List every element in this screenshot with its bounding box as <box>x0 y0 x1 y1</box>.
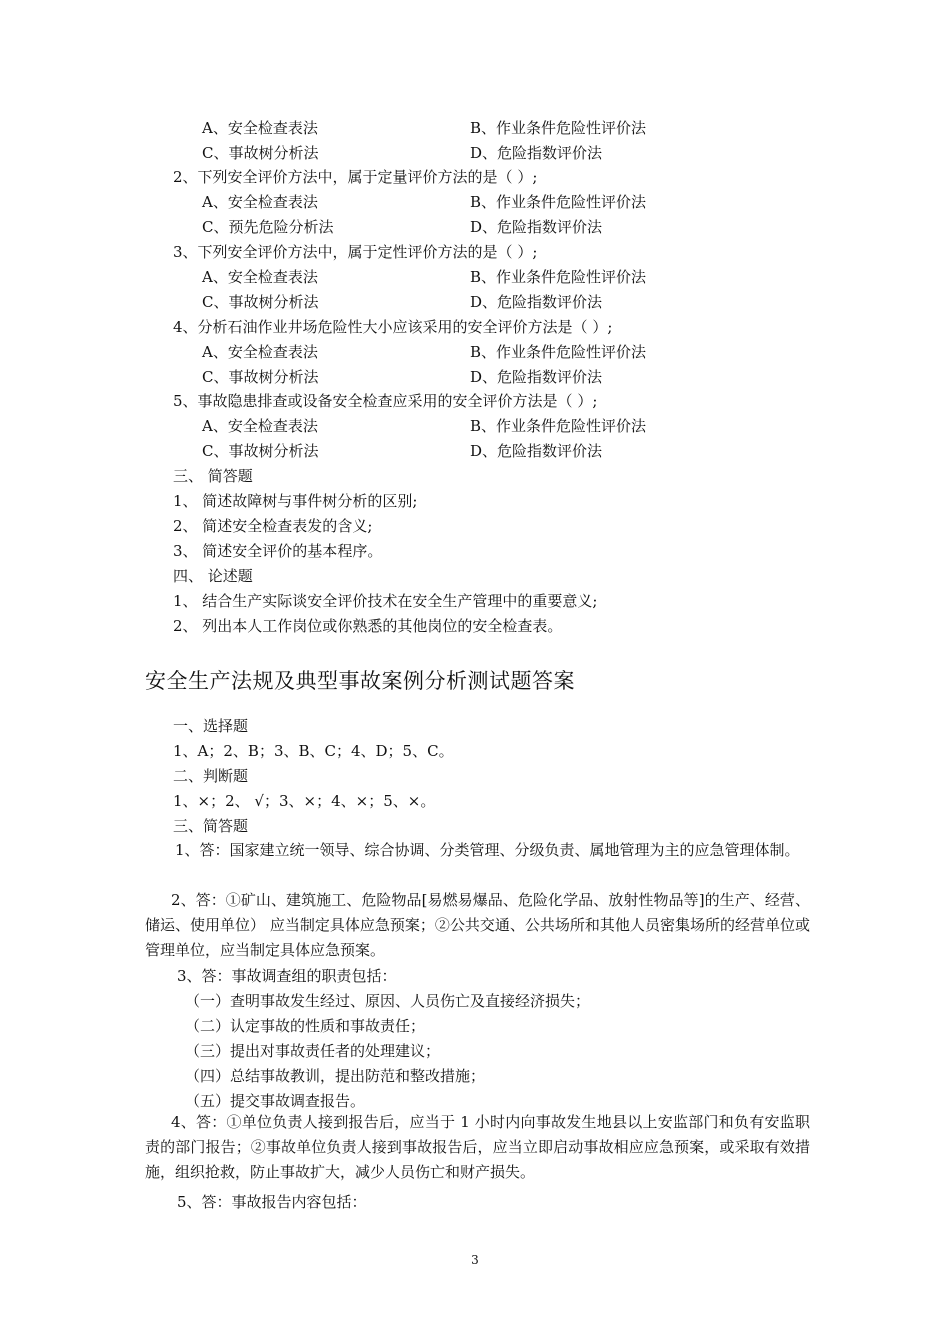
answer-4: 4、答：①单位负责人接到报告后，应当于 1 小时内向事故发生地县以上安监部门和负有安监职责的部门报告；②事故单位负责人接到事故报告后，应当立即启动事故相应应急预案，或采取有效措施，组织抢救，防止事故扩大，减少人员伤亡和财产损失。 <box>145 1113 810 1181</box>
answers-title: 安全生产法规及典型事故案例分析测试题答案 <box>145 669 575 693</box>
q5-option-d: D、危险指数评价法 <box>470 442 603 460</box>
choice-heading: 一、选择题 <box>173 717 249 735</box>
choice-answers: 1、A；2、B；3、B、C；4、D；5、C。 <box>173 742 454 760</box>
q1-option-c: C、事故树分析法 <box>202 144 319 162</box>
q3-stem: 3、下列安全评价方法中，属于定性评价方法的是（ ）; <box>173 243 538 261</box>
short-answer-item: 3、 简述安全评价的基本程序。 <box>173 542 383 560</box>
short-heading: 三、简答题 <box>173 817 249 835</box>
q2-option-c: C、预先危险分析法 <box>202 218 334 236</box>
answer-3-item: （三）提出对事故责任者的处理建议； <box>185 1042 441 1060</box>
q3-option-b: B、作业条件危险性评价法 <box>470 268 647 286</box>
answer-3-item: （一）查明事故发生经过、原因、人员伤亡及直接经济损失； <box>185 992 591 1010</box>
q4-option-a: A、安全检查表法 <box>202 343 318 361</box>
q3-option-a: A、安全检查表法 <box>202 268 318 286</box>
page-number: 3 <box>471 1253 479 1267</box>
q2-option-d: D、危险指数评价法 <box>470 218 603 236</box>
answer-3-intro: 3、答：事故调查组的职责包括： <box>177 967 397 985</box>
q2-stem: 2、下列安全评价方法中，属于定量评价方法的是（ ）; <box>173 168 538 186</box>
essay-item: 2、 列出本人工作岗位或你熟悉的其他岗位的安全检查表。 <box>173 617 563 635</box>
q5-option-a: A、安全检查表法 <box>202 417 318 435</box>
answer-1: 1、答：国家建立统一领导、综合协调、分类管理、分级负责、属地管理为主的应急管理体制。 <box>175 841 800 859</box>
q4-option-b: B、作业条件危险性评价法 <box>470 343 647 361</box>
short-answer-heading: 三、 简答题 <box>173 467 253 485</box>
judge-answers: 1、×；2、 √；3、×；4、×；5、×。 <box>173 792 436 810</box>
essay-heading: 四、 论述题 <box>173 567 253 585</box>
short-answer-item: 1、 简述故障树与事件树分析的区别; <box>173 492 418 510</box>
answer-3-item: （二）认定事故的性质和事故责任； <box>185 1017 426 1035</box>
judge-heading: 二、判断题 <box>173 767 249 785</box>
q1-option-a: A、安全检查表法 <box>202 119 318 137</box>
essay-item: 1、 结合生产实际谈安全评价技术在安全生产管理中的重要意义; <box>173 592 598 610</box>
q1-option-d: D、危险指数评价法 <box>470 144 603 162</box>
answer-2: 2、答：①矿山、建筑施工、危险物品[易燃易爆品、危险化学品、放射性物品等]的生产、经营、储运、使用单位） 应当制定具体应急预案；②公共交通、公共场所和其他人员密集场所的经营单位或管理单位，应当制定具体应急预案。 <box>145 891 810 959</box>
q2-option-b: B、作业条件危险性评价法 <box>470 193 647 211</box>
q4-option-d: D、危险指数评价法 <box>470 368 603 386</box>
q1-option-b: B、作业条件危险性评价法 <box>470 119 647 137</box>
q3-option-c: C、事故树分析法 <box>202 293 319 311</box>
answer-5-intro: 5、答：事故报告内容包括： <box>177 1193 367 1211</box>
q5-stem: 5、事故隐患排查或设备安全检查应采用的安全评价方法是（ ）; <box>173 392 598 410</box>
q4-stem: 4、分析石油作业井场危险性大小应该采用的安全评价方法是（ ）; <box>173 318 613 336</box>
short-answer-item: 2、 简述安全检查表发的含义; <box>173 517 373 535</box>
q4-option-c: C、事故树分析法 <box>202 368 319 386</box>
q5-option-b: B、作业条件危险性评价法 <box>470 417 647 435</box>
q5-option-c: C、事故树分析法 <box>202 442 319 460</box>
q2-option-a: A、安全检查表法 <box>202 193 318 211</box>
q3-option-d: D、危险指数评价法 <box>470 293 603 311</box>
answer-3-item: （四）总结事故教训，提出防范和整改措施； <box>185 1067 486 1085</box>
answer-3-item: （五）提交事故调查报告。 <box>185 1092 366 1110</box>
